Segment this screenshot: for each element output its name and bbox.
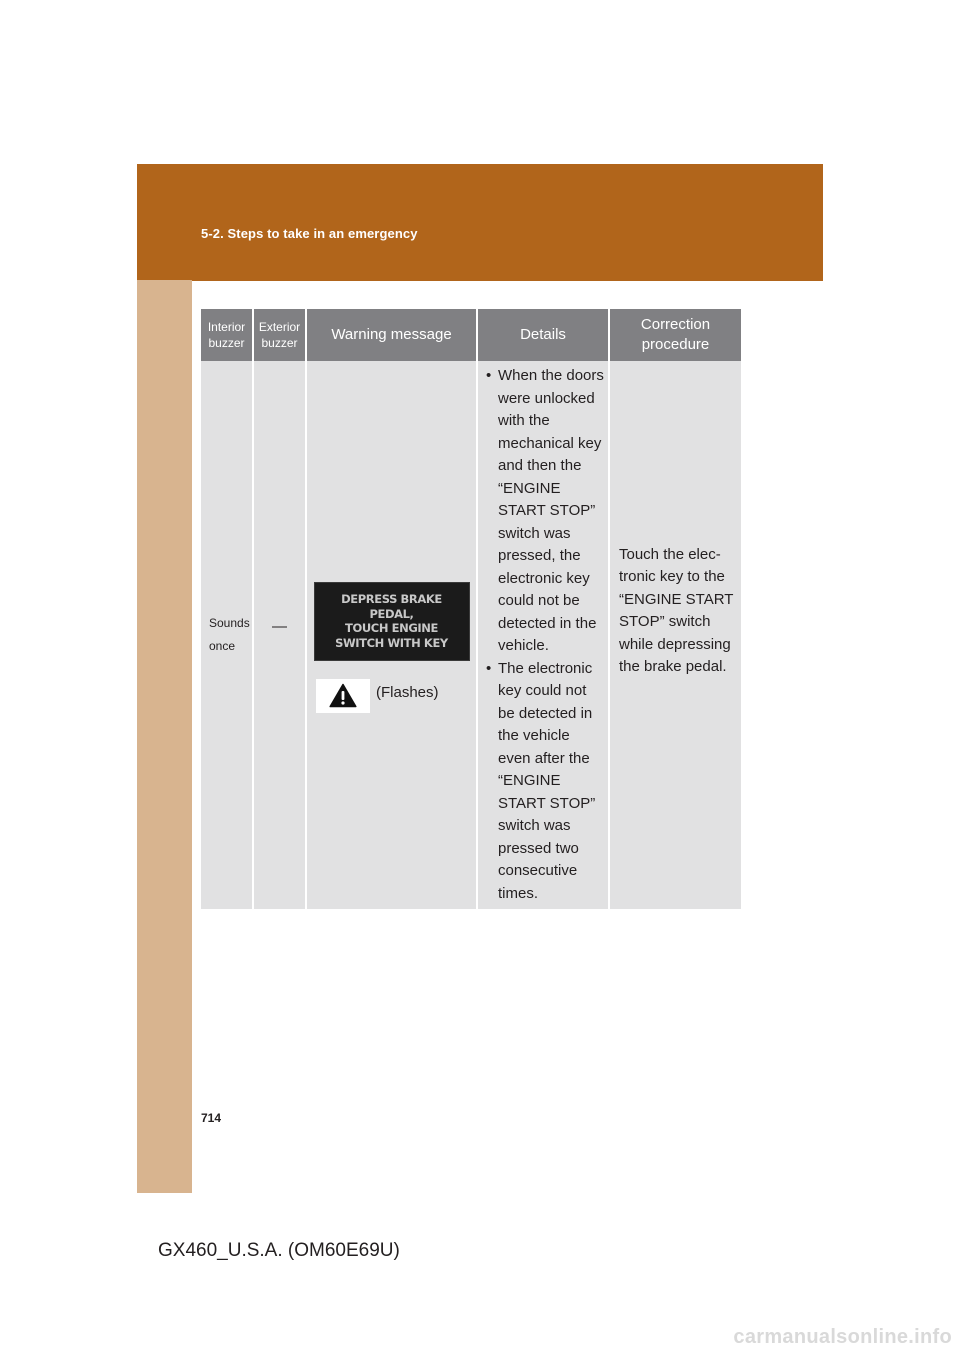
message-line-3: TOUCH ENGINE [345,621,438,635]
flash-label: (Flashes) [376,684,439,702]
interior-buzzer-cell [201,361,253,909]
warning-message-display [314,582,470,661]
section-title: 5-2. Steps to take in an emergency [201,226,418,241]
correction-procedure-text: Touch the elec- tronic key to the “ENGINE START STOP” switch while depressing the brake pedal. [619,545,734,675]
details-cell [477,361,609,909]
exterior-buzzer-cell [253,361,306,909]
side-strip [137,280,192,1193]
list-item: • When the doors were unlocked with the mechanical key and then the “ENGINE START STOP” switch was pressed, the electronic key could not be detected in the vehicle. [486,365,604,658]
page-number: 714 [201,1111,222,1125]
header-band [137,164,823,281]
list-item: • The electronic key could not be detected in the vehicle even after the “ENGINE START STOP” switch was pressed two consecutive times. [486,658,604,906]
correction-cell [609,361,741,909]
interior-buzzer-value: Sounds once [209,616,250,653]
watermark: carmanualsonline.info [733,1326,952,1348]
table-header-row [201,309,741,361]
details-list [478,365,608,905]
message-line-4: SWITCH WITH KEY [335,635,448,650]
header-interior-buzzer: Interior buzzer [201,309,253,361]
exterior-buzzer-value: — [272,617,287,635]
header-warning-message: Warning message [306,309,477,361]
header-correction-procedure: Correction procedure [609,309,741,361]
header-details: Details [477,309,609,361]
message-line-2: PEDAL, [369,606,414,621]
flash-indicator [316,679,476,713]
warning-message-cell [306,361,477,909]
exclamation-triangle-icon [316,679,370,713]
header-exterior-buzzer: Exterior buzzer [253,309,306,361]
table-row [201,361,741,909]
warning-table [201,309,741,909]
document-code: GX460_U.S.A. (OM60E69U) [158,1240,400,1261]
message-line-1: DEPRESS BRAKE [341,592,442,606]
